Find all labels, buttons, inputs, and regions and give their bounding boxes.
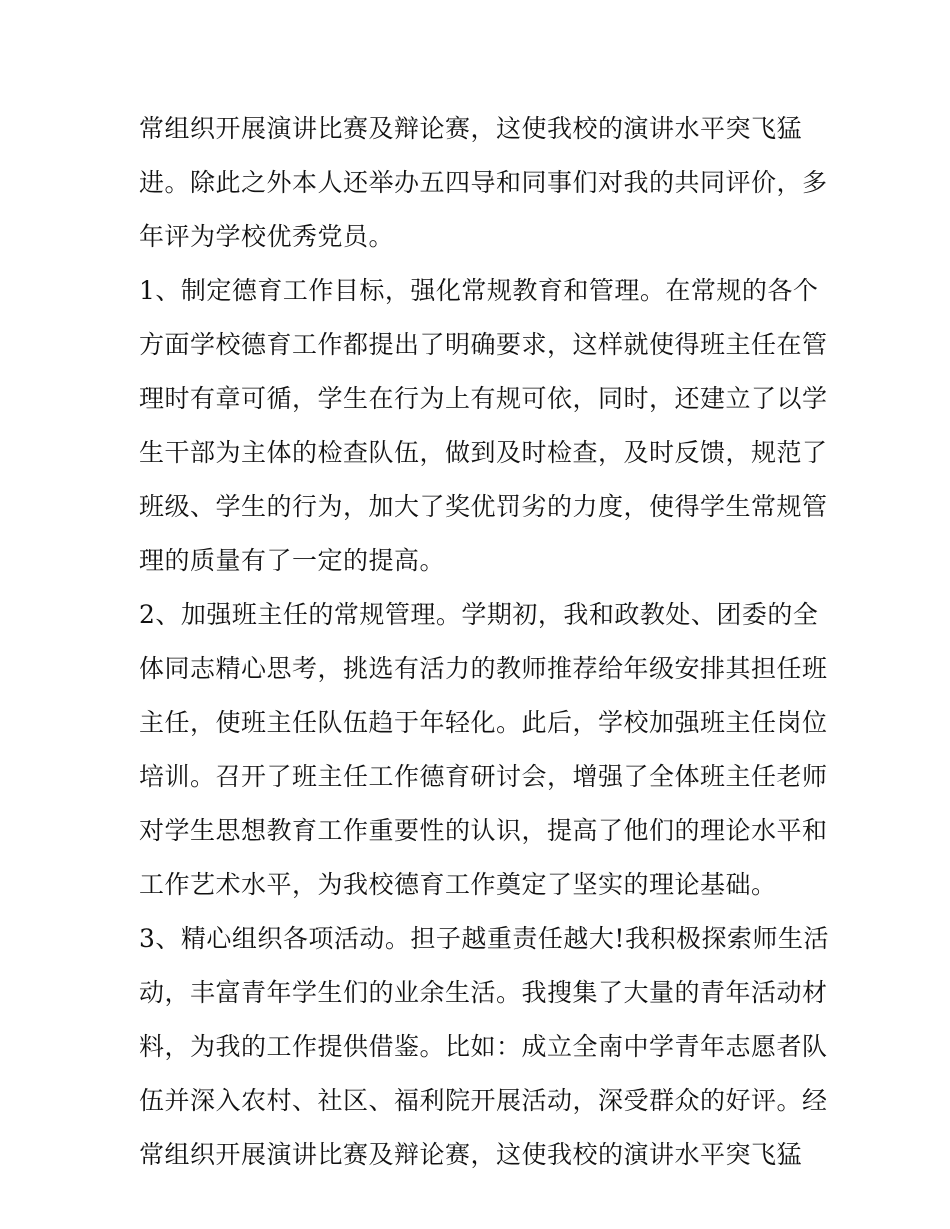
text-line: 体同志精心思考，挑选有活力的教师推荐给年级安排其担任班 <box>139 654 828 683</box>
text-line: 3、精心组织各项活动。担子越重责任越大!我积极探索师生活 <box>139 924 829 953</box>
text-line: 班级、学生的行为，加大了奖优罚劣的力度，使得学生常规管 <box>139 492 828 521</box>
text-line: 培训。召开了班主任工作德育研讨会，增强了全体班主任老师 <box>139 762 828 791</box>
text-line: 1、制定德育工作目标，强化常规教育和管理。在常规的各个 <box>139 276 819 305</box>
text-line: 方面学校德育工作都提出了明确要求，这样就使得班主任在管 <box>139 330 828 359</box>
text-line: 料，为我的工作提供借鉴。比如：成立全南中学青年志愿者队 <box>139 1032 828 1061</box>
text-line: 动，丰富青年学生们的业余生活。我搜集了大量的青年活动材 <box>139 978 828 1007</box>
text-line: 理的质量有了一定的提高。 <box>139 546 446 575</box>
text-line: 2、加强班主任的常规管理。学期初，我和政教处、团委的全 <box>139 600 819 629</box>
text-line: 理时有章可循，学生在行为上有规可依，同时，还建立了以学 <box>139 384 828 413</box>
text-line: 伍并深入农村、社区、福利院开展活动，深受群众的好评。经 <box>139 1086 828 1115</box>
text-line: 常组织开展演讲比赛及辩论赛，这使我校的演讲水平突飞猛 <box>139 1140 803 1169</box>
text-line: 生干部为主体的检查队伍，做到及时检查，及时反馈，规范了 <box>139 438 828 467</box>
text-line: 工作艺术水平，为我校德育工作奠定了坚实的理论基础。 <box>139 870 777 899</box>
text-line: 主任，使班主任队伍趋于年轻化。此后，学校加强班主任岗位 <box>139 708 828 737</box>
document-body <box>139 102 829 1182</box>
text-line: 对学生思想教育工作重要性的认识，提高了他们的理论水平和 <box>139 816 828 845</box>
text-line: 年评为学校优秀党员。 <box>139 222 395 251</box>
text-line: 常组织开展演讲比赛及辩论赛，这使我校的演讲水平突飞猛 <box>139 114 803 143</box>
text-line: 进。除此之外本人还举办五四导和同事们对我的共同评价，多 <box>139 168 828 197</box>
